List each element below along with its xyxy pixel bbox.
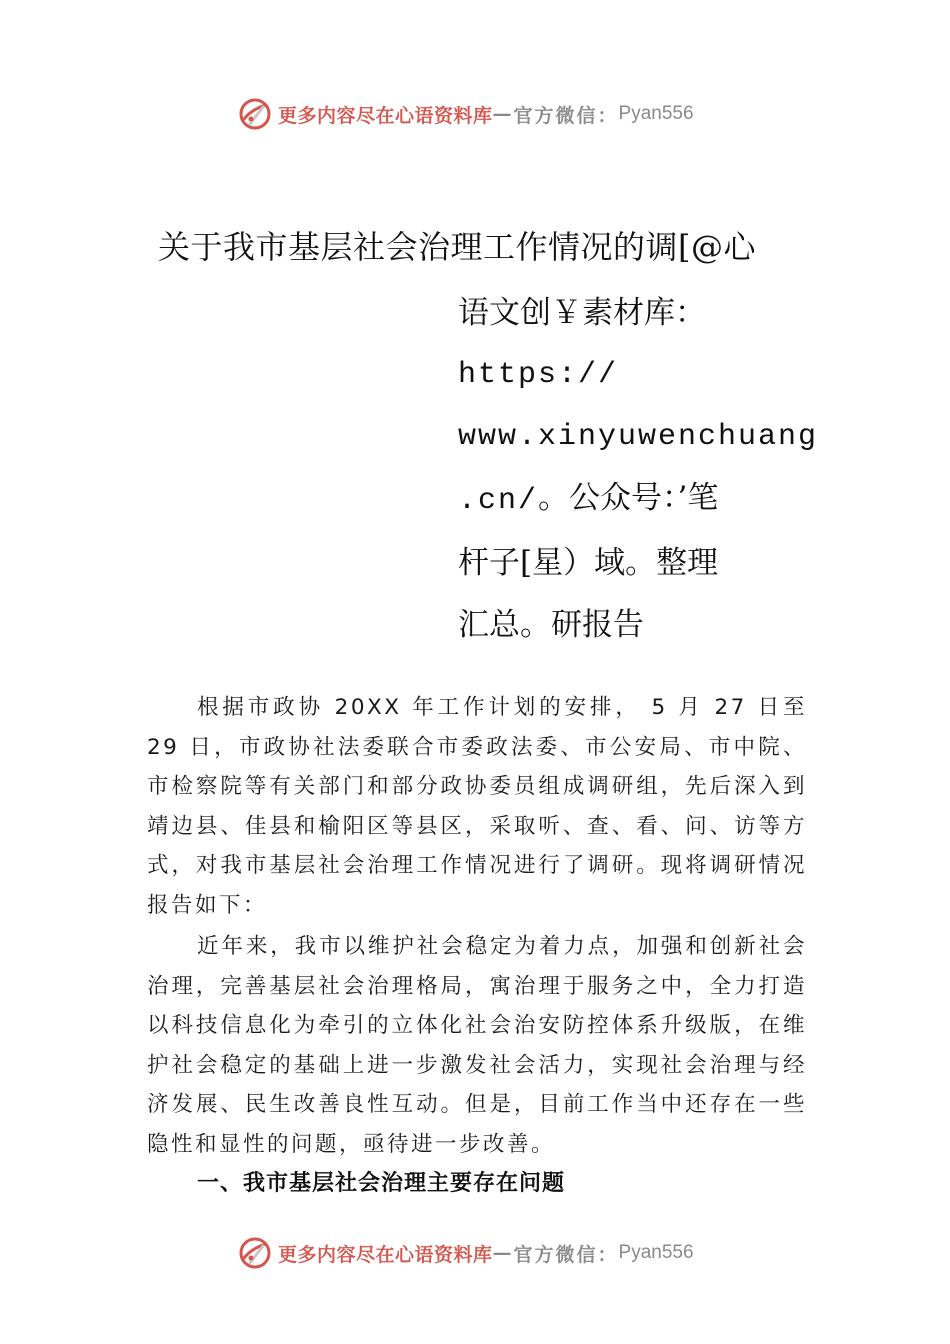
paragraph-text: 近年来，我市以维护社会稳定为着力点，加强和创新社会治理，完善基层社会治理格局，寓治理于服务之中，全力打造以科技信息化为牵引的立体化社会治安防控体系升级版，在维护社会稳定的基础上进一步激发社会活力，实现社会治理与经济发展、民生改善良性互动。但是，目前工作当中还存在一些隐性和显性的问题，亟待进一步改善。: [147, 934, 807, 1157]
title-line-5-url: .cn/: [458, 484, 539, 519]
watermark-footer: [238, 1235, 758, 1271]
section-heading: 一、我市基层社会治理主要存在问题: [197, 1171, 566, 1196]
watermark-wechat-id: Pyan556: [618, 1242, 694, 1263]
watermark-grey-text: 官方微信：: [513, 104, 619, 127]
title-line-7: 汇总。研报告: [458, 606, 644, 643]
title-line-4-url: www.xinyuwenchuang: [458, 419, 819, 454]
title-line-6: 杆子[星）域。整理: [458, 545, 719, 582]
watermark-wechat-id: Pyan556: [618, 103, 694, 124]
watermark-dash: —: [492, 103, 514, 125]
document-title-continuation: [458, 283, 818, 657]
watermark-dash: —: [492, 1242, 514, 1264]
paragraph-text: 根据市政协 20XX 年工作计划的安排， 5 月 27 日至 29 日，市政协社法委联合市委政法委、市公安局、市中院、市检察院等有关部门和部分政协委员组成调研组，先后深入到靖边县、佳县和榆阳区等县区，采取听、查、看、问、访等方式，对我市基层社会治理工作情况进行了调研。现将调研情况报告如下：: [147, 695, 807, 918]
watermark-grey-text: 官方微信：: [513, 1243, 619, 1266]
pen-circle-logo-icon: [238, 1236, 272, 1270]
title-line-5: [458, 468, 818, 533]
body-paragraph-1: [147, 688, 807, 926]
title-line-5-text: 。公众号：’笔: [538, 480, 719, 517]
watermark-red-text: 更多内容尽在心语资料库: [278, 1243, 493, 1266]
watermark-header: [238, 96, 758, 132]
pen-circle-logo-icon: [238, 97, 272, 131]
document-title-line-1: 关于我市基层社会治理工作情况的调[@心: [158, 228, 756, 266]
body-paragraph-2: [147, 927, 807, 1165]
title-line-2: 语文创￥素材库：: [458, 295, 706, 331]
watermark-red-text: 更多内容尽在心语资料库: [278, 104, 493, 127]
title-line-3-url: https://: [458, 357, 619, 392]
